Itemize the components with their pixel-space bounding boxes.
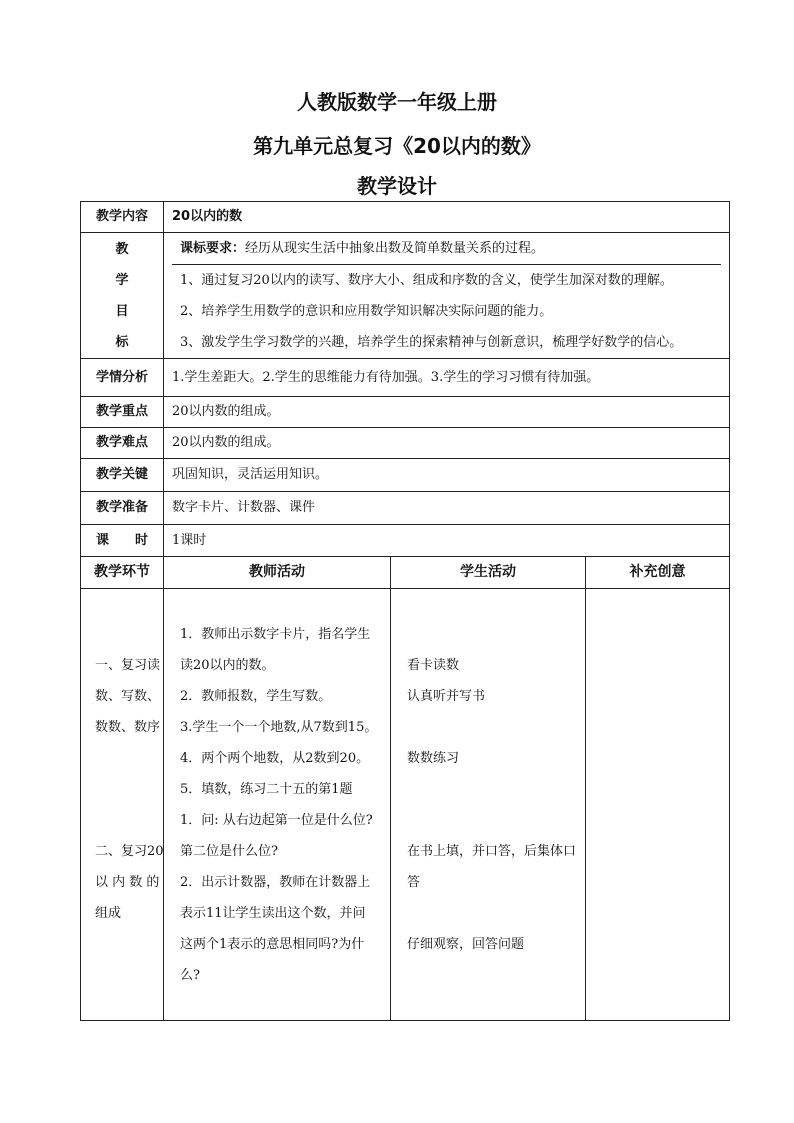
- row-content: [81, 202, 730, 233]
- stage-line: [89, 805, 155, 836]
- difficulty-value: 20以内数的组成。: [164, 428, 730, 459]
- prep-value: 数字卡片、计数器、课件: [164, 492, 730, 525]
- teacher-column: [164, 589, 391, 1021]
- student-line: 认真听并写书: [407, 688, 486, 704]
- header-extra: 补充创意: [586, 557, 730, 589]
- row-key-point: [81, 397, 730, 428]
- standard-label: 课标要求：: [180, 241, 246, 256]
- goal-item: 2、培养学生用数学的意识和应用数学知识解决实际问题的能力。: [180, 304, 553, 319]
- student-line: 数数练习: [407, 750, 460, 766]
- student-line: [399, 712, 577, 743]
- document-heading: 教学设计: [357, 174, 437, 198]
- goals-label-char: 教: [115, 241, 129, 257]
- goals-label-char: 目: [115, 303, 129, 319]
- analysis-label: 学情分析: [81, 359, 164, 397]
- row-analysis: [81, 359, 730, 397]
- document-subtitle: 第九单元总复习《20以内的数》: [253, 134, 541, 158]
- lesson-plan-table: [80, 201, 730, 1021]
- goals-label-char: 标: [115, 334, 129, 350]
- student-line: 仔细观察，回答问题: [407, 936, 525, 952]
- header-teacher: 教师活动: [164, 557, 391, 589]
- student-line: 在书上填，并口答，后集体口: [407, 843, 577, 859]
- goal-item: 1、通过复习20以内的读写、数序大小、组成和序数的含义，使学生加深对数的理解。: [180, 273, 673, 288]
- student-line: 看卡读数: [407, 657, 460, 673]
- header-stage: 教学环节: [81, 557, 164, 589]
- goals-content: [164, 233, 730, 359]
- header-student: 学生活动: [391, 557, 586, 589]
- student-column: [391, 589, 586, 1021]
- content-value: 20以内的数: [164, 202, 730, 233]
- process-body-row: [81, 589, 730, 1021]
- teacher-line: 3.学生一个一个地数,从7数到15。: [180, 719, 378, 735]
- stage-line: 组成: [95, 905, 122, 921]
- teacher-line: 表示11让学生读出这个数，并问: [180, 905, 366, 921]
- teacher-line: 读20以内的数。: [180, 657, 275, 673]
- student-line: [399, 774, 577, 805]
- standard-text: 经历从现实生活中抽象出数及简单数量关系的过程。: [245, 241, 545, 256]
- student-line: [399, 805, 577, 836]
- stage-line: [89, 774, 155, 805]
- stage-line: 二、复习20: [95, 843, 164, 859]
- extra-column: [586, 589, 730, 1021]
- teacher-line: 这两个1表示的意思相同吗?为什: [180, 936, 365, 952]
- stage-line: [89, 619, 155, 650]
- document-title: 人教版数学一年级上册: [297, 90, 497, 114]
- teacher-line: 1．教师出示数字卡片，指名学生: [180, 626, 371, 642]
- student-line: [399, 619, 577, 650]
- student-line: [399, 960, 577, 991]
- stage-line: [89, 960, 155, 991]
- difficulty-label: 教学难点: [81, 428, 164, 459]
- stage-line: [89, 743, 155, 774]
- student-line: [399, 898, 577, 929]
- stage-line: [89, 929, 155, 960]
- key-point-value: 20以内数的组成。: [164, 397, 730, 428]
- prep-label: 教学准备: [81, 492, 164, 525]
- row-difficulty: [81, 428, 730, 459]
- teacher-line: 2．教师报数，学生写数。: [180, 688, 332, 704]
- goals-label-char: 学: [115, 272, 129, 288]
- teacher-line: 1．问: 从右边起第一位是什么位?: [180, 812, 373, 828]
- stage-line: 以 内 数 的: [95, 874, 160, 890]
- period-label: 课 时: [81, 525, 164, 557]
- key-point-label: 教学重点: [81, 397, 164, 428]
- content-label: 教学内容: [81, 202, 164, 233]
- key-label: 教学关键: [81, 459, 164, 492]
- period-value: 1课时: [164, 525, 730, 557]
- teacher-line: 4．两个两个地数，从2数到20。: [180, 750, 370, 766]
- stage-line: 一、复习读: [95, 657, 161, 673]
- row-period: [81, 525, 730, 557]
- goals-label: [81, 233, 164, 359]
- goal-item: 3、激发学生学习数学的兴趣，培养学生的探索精神与创新意识，梳理学好数学的信心。: [180, 335, 683, 350]
- row-prep: [81, 492, 730, 525]
- stage-line: 数数、数序: [95, 719, 161, 735]
- teacher-line: 2．出示计数器，教师在计数器上: [180, 874, 371, 890]
- stage-line: 数、写数、: [95, 688, 161, 704]
- teacher-line: 5．填数，练习二十五的第1题: [180, 781, 353, 797]
- process-header-row: [81, 557, 730, 589]
- row-key: [81, 459, 730, 492]
- curriculum-standard: [172, 233, 721, 265]
- analysis-value: 1.学生差距大。2.学生的思维能力有待加强。3.学生的学习习惯有待加强。: [164, 359, 730, 397]
- student-line: 答: [407, 874, 421, 890]
- stage-column: [81, 589, 164, 1021]
- teacher-line: 第二位是什么位?: [180, 843, 278, 859]
- key-value: 巩固知识，灵活运用知识。: [164, 459, 730, 492]
- teacher-line: 么?: [180, 967, 200, 983]
- row-goals: [81, 233, 730, 359]
